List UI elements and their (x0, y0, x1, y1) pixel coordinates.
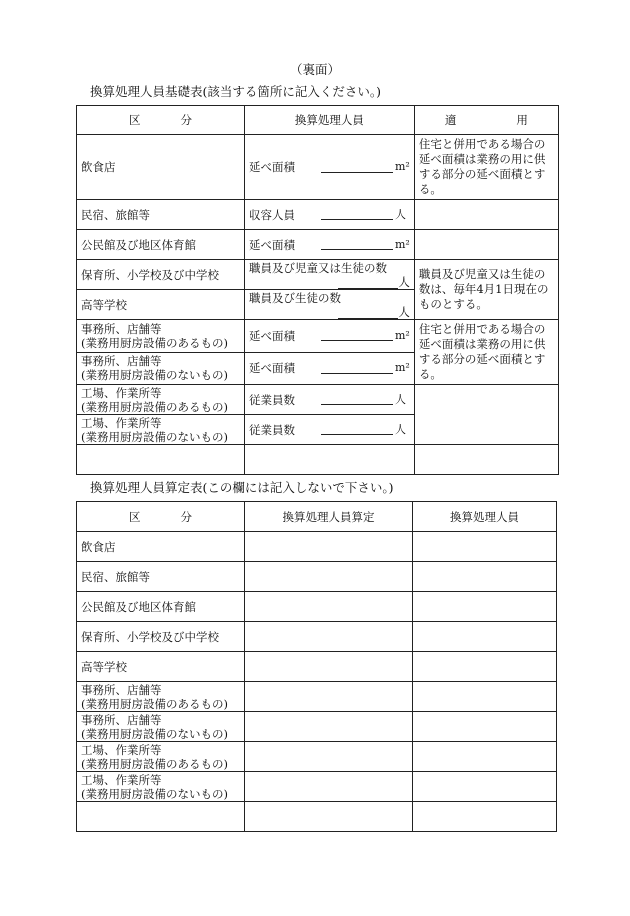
header-persons: 換算処理人員 (413, 502, 557, 532)
note-empty (414, 200, 558, 230)
persons-cell (413, 622, 557, 652)
row-category: 工場、作業所等 (業務用厨房設備のないもの) (77, 415, 245, 445)
blank-cell (245, 802, 413, 832)
row-category: 工場、作業所等 (業務用厨房設備のあるもの) (77, 742, 245, 772)
calc-cell (245, 742, 413, 772)
header-calc: 換算処理人員算定 (245, 502, 413, 532)
floor-area-field[interactable]: 延べ面積 m² (245, 352, 415, 385)
calc-cell (245, 652, 413, 682)
header-apply: 適 用 (414, 106, 558, 135)
note-school: 職員及び児童又は生徒の数は、毎年4月1日現在のものとする。 (414, 260, 558, 320)
note-office: 住宅と併用である場合の延べ面積は業務の用に供する部分の延べ面積とする。 (414, 320, 558, 385)
row-category: 高等学校 (77, 652, 245, 682)
persons-cell (413, 562, 557, 592)
calculation-table (76, 501, 557, 832)
persons-cell (413, 682, 557, 712)
floor-area-field[interactable]: 延べ面積 m² (245, 320, 415, 353)
staff-students-field[interactable]: 職員及び児童又は生徒の数 人 (245, 260, 415, 290)
calc-cell (245, 772, 413, 802)
calc-cell (245, 682, 413, 712)
row-category: 工場、作業所等 (業務用厨房設備のないもの) (77, 772, 245, 802)
calc-cell (245, 592, 413, 622)
row-category: 保育所、小学校及び中学校 (77, 260, 245, 290)
table1-title: 換算処理人員基礎表(該当する箇所に記入ください。) (90, 84, 382, 99)
header-persons: 換算処理人員 (245, 106, 415, 135)
row-category: 飲食店 (77, 532, 245, 562)
row-category: 民宿、旅館等 (77, 200, 245, 230)
persons-cell (413, 652, 557, 682)
persons-cell (413, 592, 557, 622)
capacity-field[interactable]: 収容人員 人 (245, 200, 415, 230)
persons-cell (413, 532, 557, 562)
table2-title: 換算処理人員算定表(この欄には記入しないで下さい。) (90, 480, 394, 495)
row-category: 民宿、旅館等 (77, 562, 245, 592)
blank-cell[interactable] (414, 445, 558, 475)
row-category: 工場、作業所等 (業務用厨房設備のあるもの) (77, 385, 245, 415)
basis-table (76, 105, 559, 475)
row-category: 公民館及び地区体育館 (77, 230, 245, 260)
blank-cell[interactable] (245, 445, 415, 475)
note-empty (414, 385, 558, 445)
blank-cell (77, 802, 245, 832)
row-category: 保育所、小学校及び中学校 (77, 622, 245, 652)
row-category: 高等学校 (77, 290, 245, 320)
employees-field[interactable]: 従業員数 人 (245, 385, 415, 415)
floor-area-field[interactable]: 延べ面積 m² (245, 135, 415, 200)
persons-cell (413, 742, 557, 772)
row-category: 事務所、店舗等 (業務用厨房設備のないもの) (77, 712, 245, 742)
persons-cell (413, 712, 557, 742)
employees-field[interactable]: 従業員数 人 (245, 415, 415, 445)
row-category: 公民館及び地区体育館 (77, 592, 245, 622)
header-category: 区 分 (77, 106, 245, 135)
page-heading: （裏面） (289, 62, 340, 77)
calc-cell (245, 562, 413, 592)
calc-cell (245, 532, 413, 562)
calc-cell (245, 622, 413, 652)
row-category: 飲食店 (77, 135, 245, 200)
note-restaurant: 住宅と併用である場合の延べ面積は業務の用に供する部分の延べ面積とする。 (414, 135, 558, 200)
row-category: 事務所、店舗等 (業務用厨房設備のないもの) (77, 352, 245, 385)
row-category: 事務所、店舗等 (業務用厨房設備のあるもの) (77, 320, 245, 353)
floor-area-field[interactable]: 延べ面積 m² (245, 230, 415, 260)
header-category: 区 分 (77, 502, 245, 532)
calc-cell (245, 712, 413, 742)
blank-cell[interactable] (77, 445, 245, 475)
staff-students-field[interactable]: 職員及び生徒の数 人 (245, 290, 415, 320)
blank-cell (413, 802, 557, 832)
note-empty (414, 230, 558, 260)
persons-cell (413, 772, 557, 802)
row-category: 事務所、店舗等 (業務用厨房設備のあるもの) (77, 682, 245, 712)
